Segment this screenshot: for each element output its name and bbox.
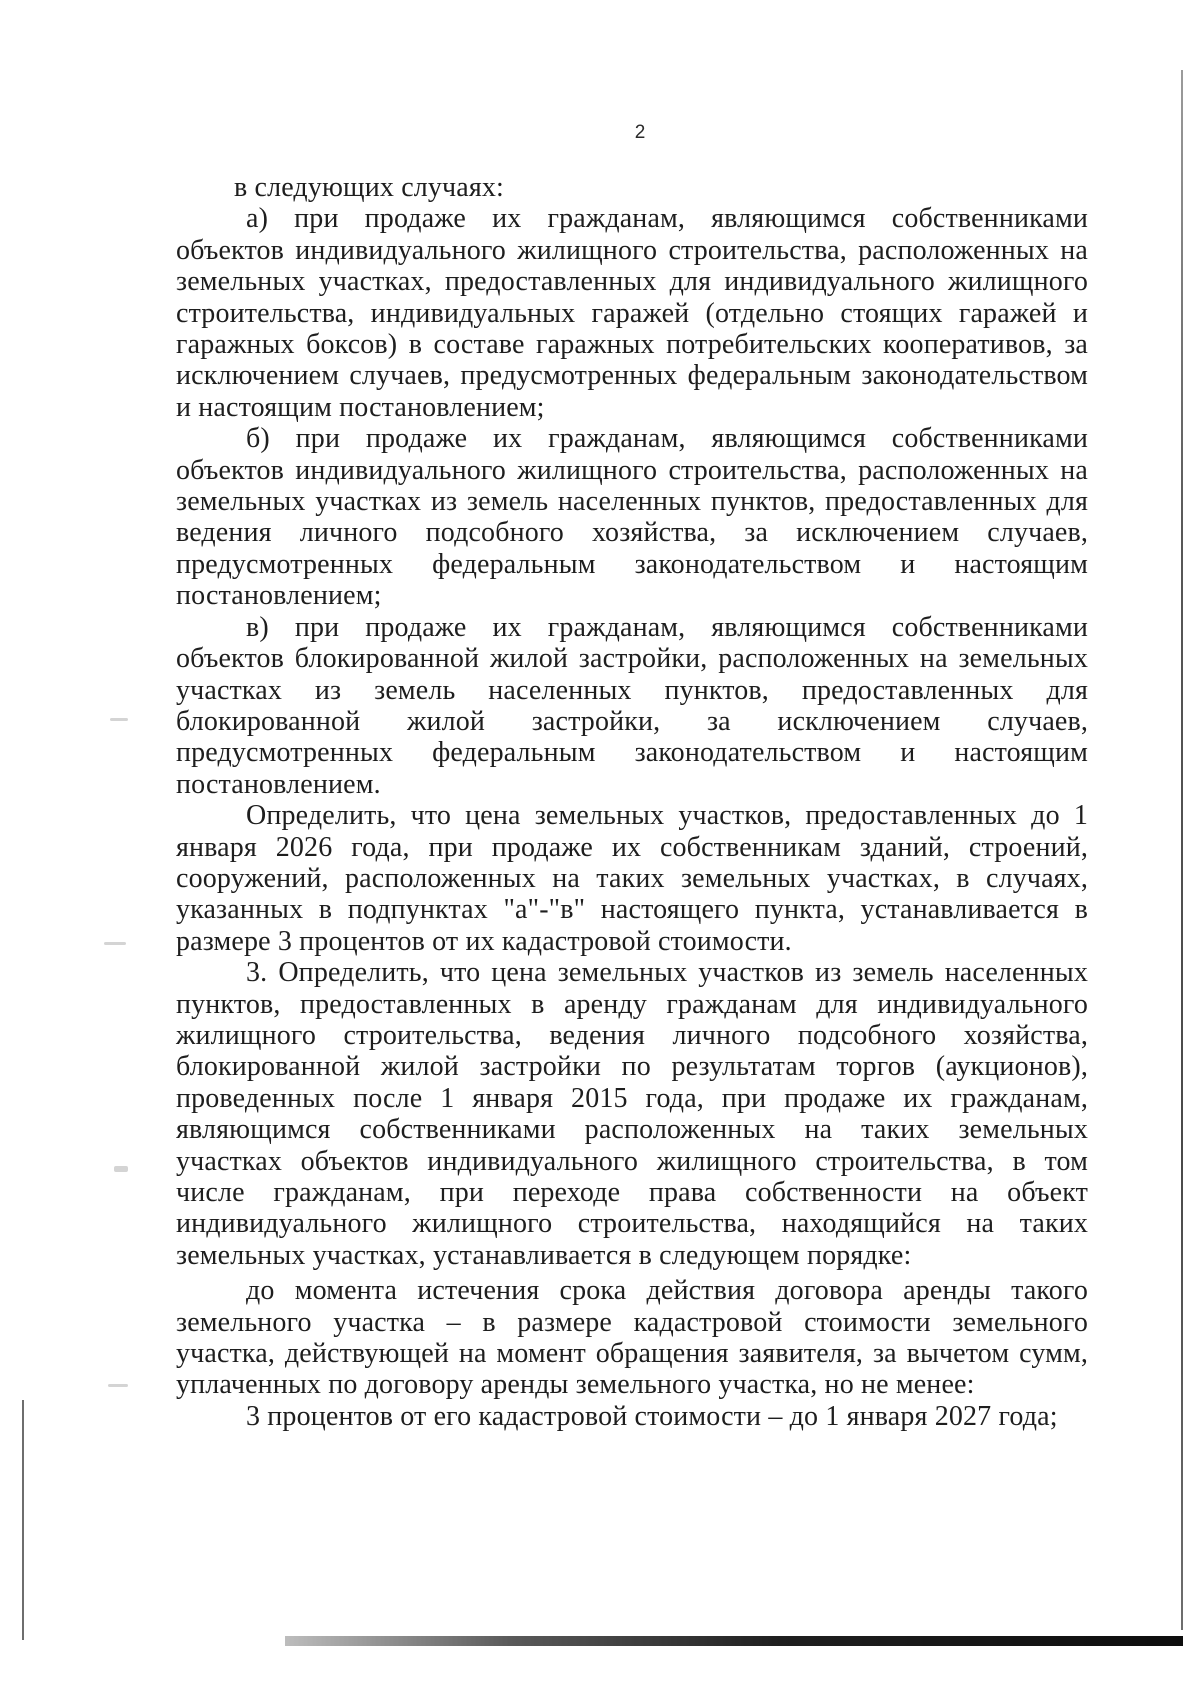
paragraph-clause-3: 3. Определить, что цена земельных участков из земель населенных пунктов, предоставленных в аренду гражданам для индивидуального жилищного строительства, ведения личного подсобного хозяйства, блокированной жилой застройки по результатам торгов (аукционов), проведенных после 1 января 2015 года, при продаже их гражданам, являющимся собственниками расположенных на таких земельных участках объектов индивидуального жилищного строительства, в том числе гражданам, при переходе права собственности на объект индивидуального жилищного строительства, находящийся на таких земельных участках, устанавливается в следующем порядке: xyxy=(176,957,1088,1271)
scan-speck xyxy=(110,718,128,721)
scan-edge-left xyxy=(22,1400,24,1640)
paragraph-price-rule: Определить, что цена земельных участков, предоставленных до 1 января 2026 года, при продаже их собственникам зданий, строений, сооружений, расположенных на таких земельных участках, в случаях, указанных в подпунктах "а"-"в" настоящего пункта, устанавливается в размере 3 процентов от их кадастровой стоимости. xyxy=(176,800,1088,957)
scan-edge-bottom xyxy=(285,1636,1183,1646)
paragraph-item-v: в) при продаже их гражданам, являющимся собственниками объектов блокированной жилой застройки, расположенных на земельных участках из земель населенных пунктов, предоставленных для блокированной жилой застройки, за исключением случаев, предусмотренных федеральным законодательством и настоящим постановлением. xyxy=(176,611,1088,800)
paragraph-item-b: б) при продаже их гражданам, являющимся собственниками объектов индивидуального жилищного строительства, расположенных на земельных участках из земель населенных пунктов, предоставленных для ведения личного подсобного хозяйства, за исключением случаев, предусмотренных федеральным законодательством и настоящим постановлением; xyxy=(176,423,1088,612)
scan-speck xyxy=(114,1166,128,1172)
document-body xyxy=(176,172,1088,1432)
page-number: 2 xyxy=(634,122,646,143)
paragraph-intro: в следующих случаях: xyxy=(234,172,504,203)
scan-speck xyxy=(108,1384,128,1387)
scan-edge-right xyxy=(1181,70,1183,1630)
paragraph-item-a: а) при продаже их гражданам, являющимся собственниками объектов индивидуального жилищного строительства, расположенных на земельных участках, предоставленных для индивидуального жилищного строительства, индивидуальных гаражей (отдельно стоящих гаражей и гаражных боксов) в составе гаражных потребительских кооперативов, за исключением случаев, предусмотренных федеральным законодательством и настоящим постановлением; xyxy=(176,203,1088,423)
paragraph-lease-term: до момента истечения срока действия договора аренды такого земельного участка – в размере кадастровой стоимости земельного участка, действующей на момент обращения заявителя, за вычетом сумм, уплаченных по договору аренды земельного участка, но не менее: xyxy=(176,1275,1088,1401)
scan-speck xyxy=(104,942,126,945)
paragraph-percent-2027: 3 процентов от его кадастровой стоимости – до 1 января 2027 года; xyxy=(246,1400,1058,1432)
